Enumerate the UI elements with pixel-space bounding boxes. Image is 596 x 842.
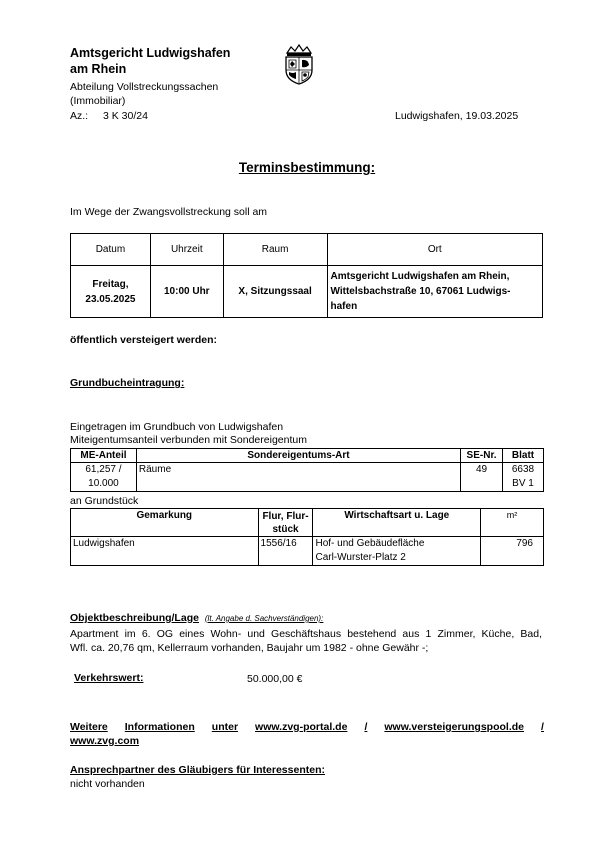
appointment-time: 10:00 Uhr xyxy=(150,266,223,318)
contact-heading: Ansprechpartner des Gläubigers für Interessenten: xyxy=(70,764,325,776)
object-heading-note: (lt. Angabe d. Sachverständigen): xyxy=(204,614,324,623)
object-description-line1: Apartment im 6. OG eines Wohn- und Geschäftshaus bestehend aus 1 Zimmer, Küche, Bad, xyxy=(70,628,542,640)
place-line2: Wittelsbachstraße 10, 67061 Ludwigs- xyxy=(330,286,511,297)
parcel-value: 1556/16 xyxy=(258,537,313,566)
se-number: 49 xyxy=(461,463,503,492)
header-uhrzeit: Uhrzeit xyxy=(150,234,223,266)
info-separator1: / xyxy=(364,721,368,733)
header-wirtschaftsart: Wirtschaftsart u. Lage xyxy=(313,509,481,537)
place-line3: hafen xyxy=(330,301,358,312)
appointment-table xyxy=(70,233,543,318)
table-row xyxy=(71,463,544,492)
header-sondereigentums-art: Sondereigentums-Art xyxy=(136,449,460,463)
plot-table xyxy=(70,508,544,566)
court-name-line1: Amtsgericht Ludwigshafen xyxy=(70,46,231,60)
usage-line1: Hof- und Gebäudefläche xyxy=(315,538,425,549)
date-line2: 23.05.2025 xyxy=(85,293,136,305)
coat-of-arms-icon xyxy=(281,43,317,85)
header-flur xyxy=(258,509,313,537)
object-heading: Objektbeschreibung/Lage xyxy=(70,612,199,624)
area-value: 796 xyxy=(481,537,544,566)
header-datum: Datum xyxy=(71,234,151,266)
info-word2: Informationen xyxy=(124,721,195,733)
appointment-date xyxy=(71,266,151,318)
zvg-com-link[interactable]: www.zvg.com xyxy=(70,735,140,747)
share-value xyxy=(71,463,137,492)
department-line1: Abteilung Vollstreckungssachen xyxy=(70,81,219,93)
appointment-room: X, Sitzungssaal xyxy=(223,266,327,318)
info-line xyxy=(70,720,544,734)
page-title: Terminsbestimmung: xyxy=(238,160,376,175)
plot-label: an Grundstück xyxy=(70,495,139,507)
appointment-place xyxy=(327,266,542,318)
info-word3: unter xyxy=(211,721,239,733)
place-line1: Amtsgericht Ludwigshafen am Rhein, xyxy=(330,271,510,282)
contact-value: nicht vorhanden xyxy=(70,778,145,790)
object-heading-row xyxy=(70,612,323,624)
auction-text: öffentlich versteigert werden: xyxy=(70,334,218,346)
registered-in-text: Eingetragen im Grundbuch von Ludwigshafen xyxy=(70,421,284,433)
usage-value xyxy=(313,537,481,566)
value-amount: 50.000,00 € xyxy=(247,673,303,685)
header-flur-line2: stück xyxy=(272,523,299,535)
header-ort: Ort xyxy=(327,234,542,266)
header-blatt: Blatt xyxy=(503,449,544,463)
zvg-portal-link[interactable]: www.zvg-portal.de xyxy=(255,721,348,733)
share-line1: 61,257 / xyxy=(85,464,122,475)
unit-type: Räume xyxy=(136,463,460,492)
info-word1: Weitere xyxy=(70,721,108,733)
share-line2: 10.000 xyxy=(88,478,119,489)
land-register-heading: Grundbucheintragung: xyxy=(70,377,185,389)
table-row xyxy=(71,537,544,566)
versteigerungspool-link[interactable]: www.versteigerungspool.de xyxy=(384,721,525,733)
date-line1: Freitag, xyxy=(92,278,129,290)
court-name-line2: am Rhein xyxy=(70,62,127,76)
header-flur-line1: Flur, Flur- xyxy=(262,510,309,522)
value-label: Verkehrswert: xyxy=(74,672,144,684)
intro-text: Im Wege der Zwangsvollstreckung soll am xyxy=(70,206,268,218)
info-separator2: / xyxy=(541,721,544,733)
blatt-value xyxy=(503,463,544,492)
header-area: m² xyxy=(481,509,544,537)
header-raum: Raum xyxy=(223,234,327,266)
header-se-nr: SE-Nr. xyxy=(461,449,503,463)
object-description-line2: Wfl. ca. 20,76 qm, Kellerraum vorhanden, Baujahr um 1982 - ohne Gewähr -; xyxy=(70,642,429,654)
unit-table xyxy=(70,448,544,492)
header-gemarkung: Gemarkung xyxy=(71,509,259,537)
blatt-line1: 6638 xyxy=(511,464,535,475)
blatt-line2: BV 1 xyxy=(512,478,534,489)
usage-line2: Carl-Wurster-Platz 2 xyxy=(315,552,406,563)
header-me-anteil: ME-Anteil xyxy=(71,449,137,463)
share-text: Miteigentumsanteil verbunden mit Sondereigentum xyxy=(70,434,307,446)
department-line2: (Immobiliar) xyxy=(70,95,126,107)
place-date: Ludwigshafen, 19.03.2025 xyxy=(395,110,519,122)
district-value: Ludwigshafen xyxy=(71,537,259,566)
file-number: 3 K 30/24 xyxy=(103,110,148,122)
file-label: Az.: xyxy=(70,110,89,122)
